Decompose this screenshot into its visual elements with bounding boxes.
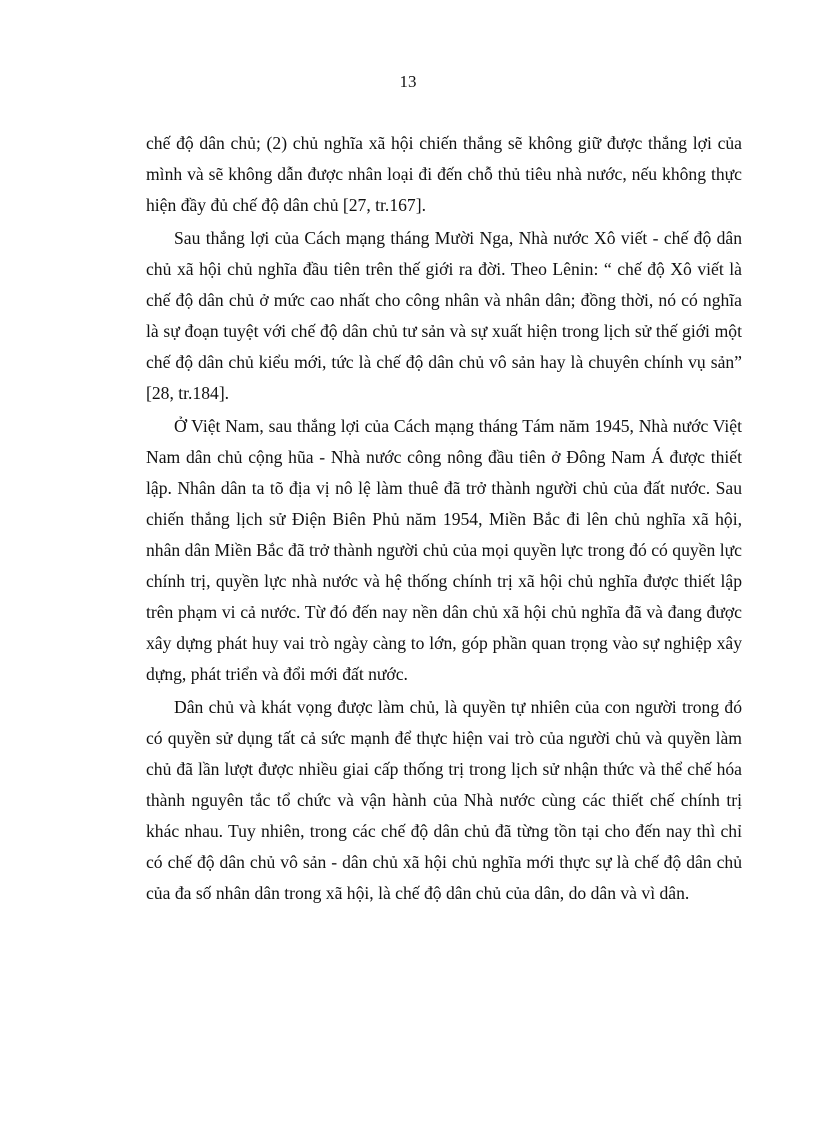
page-number: 13 — [399, 72, 417, 91]
body-text — [146, 128, 742, 911]
paragraph-democracy-rights: Dân chủ và khát vọng được làm chủ, là quyền tự nhiên của con người trong đó có quyền sử dụng tất cả sức mạnh để thực hiện vai trò của người chủ và quyền làm chủ đã lần lượt được nhiều giai cấp thống trị trong lịch sử nhận thức và thể chế hóa thành nguyên tắc tổ chức và vận hành của Nhà nước cùng các thiết chế chính trị khác nhau. Tuy nhiên, trong các chế độ dân chủ đã từng tồn tại cho đến nay thì chỉ có chế độ dân chủ vô sản - dân chủ xã hội chủ nghĩa mới thực sự là chế độ dân chủ của đa số nhân dân trong xã hội, là chế độ dân chủ của dân, do dân và vì dân. — [146, 697, 742, 903]
paragraph-soviet-democracy: Sau thắng lợi của Cách mạng tháng Mười Nga, Nhà nước Xô viết - chế độ dân chủ xã hội chủ nghĩa đầu tiên trên thế giới ra đời. Theo Lênin: “ chế độ Xô viết là chế độ dân chủ ở mức cao nhất cho công nhân và nhân dân; đồng thời, nó có nghĩa là sự đoạn tuyệt với chế độ dân chủ tư sản và sự xuất hiện trong lịch sử thế giới một chế độ dân chủ kiểu mới, tức là chế độ dân chủ vô sản hay là chuyên chính vụ sản” [28, tr.184]. — [146, 228, 742, 403]
paragraph-vietnam: Ở Việt Nam, sau thắng lợi của Cách mạng tháng Tám năm 1945, Nhà nước Việt Nam dân chủ cộng hũa - Nhà nước công nông đầu tiên ở Đông Nam Á được thiết lập. Nhân dân ta tõ địa vị nô lệ làm thuê đã trở thành người chủ của đất nước. Sau chiến thắng lịch sử Điện Biên Phủ năm 1954, Miền Bắc đi lên chủ nghĩa xã hội, nhân dân Miền Bắc đã trở thành người chủ của mọi quyền lực trong đó có quyền lực chính trị, quyền lực nhà nước và hệ thống chính trị xã hội chủ nghĩa được thiết lập trên phạm vi cả nước. Từ đó đến nay nền dân chủ xã hội chủ nghĩa đã và đang được xây dựng phát huy vai trò ngày càng to lớn, góp phần quan trọng vào sự nghiệp xây dựng, phát triển và đổi mới đất nước. — [146, 416, 742, 684]
paragraph-continued: chế độ dân chủ; (2) chủ nghĩa xã hội chiến thắng sẽ không giữ được thắng lợi của mình và sẽ không dẫn được nhân loại đi đến chỗ thủ tiêu nhà nước, nếu không thực hiện đầy đủ chế độ dân chủ [27, tr.167]. — [146, 133, 742, 215]
